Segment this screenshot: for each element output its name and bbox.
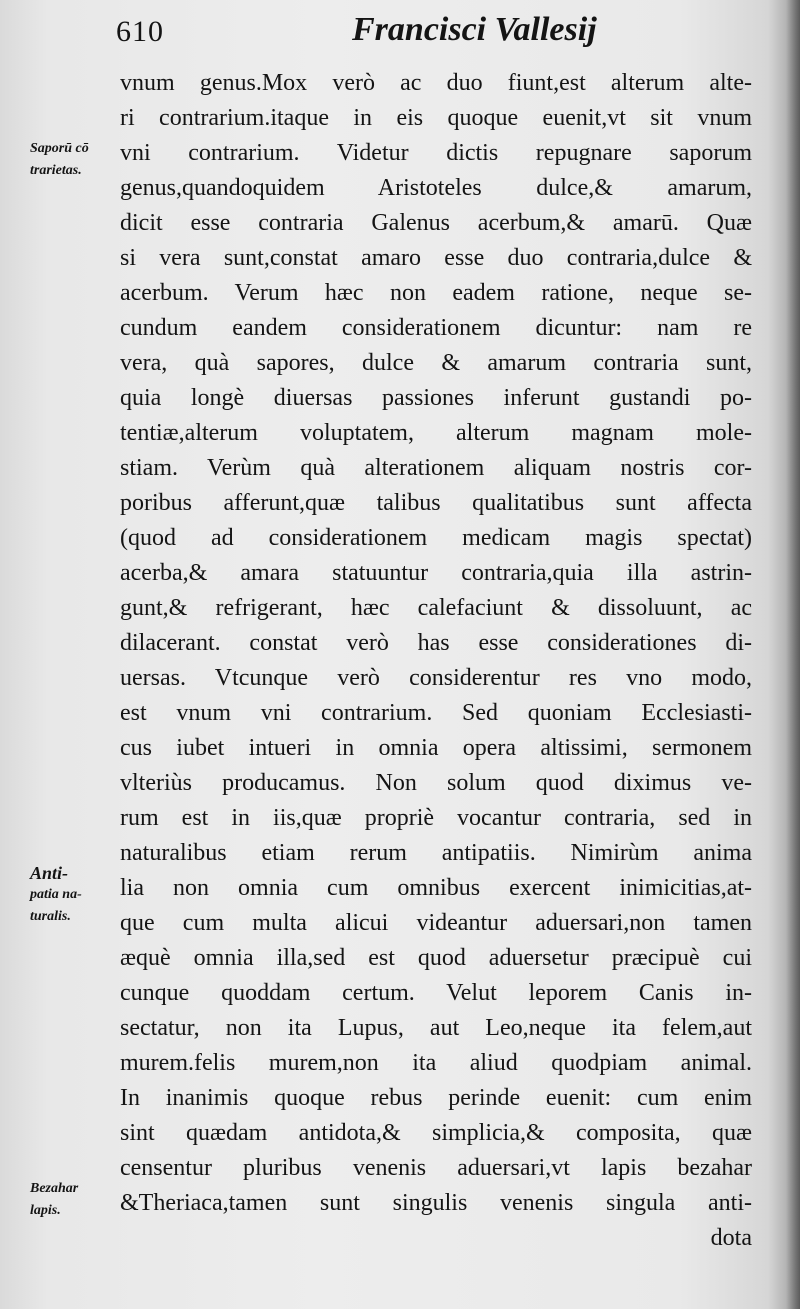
margin-note-line: patia na- bbox=[30, 887, 82, 902]
text-line: vera, quà sapores, dulce & amarum contraria sunt, bbox=[120, 350, 752, 376]
margin-note-line: Anti- bbox=[30, 863, 69, 883]
text-line: acerbum. Verum hæc non eadem ratione, neque se- bbox=[120, 280, 752, 306]
margin-note-line: turalis. bbox=[30, 909, 71, 924]
text-line: vnum genus.Mox verò ac duo fiunt,est alterum alte- bbox=[120, 70, 752, 96]
text-line: sectatur, non ita Lupus, aut Leo,neque ita felem,aut bbox=[120, 1015, 752, 1041]
text-line: sint quædam antidota,& simplicia,& composita, quæ bbox=[120, 1120, 752, 1146]
text-line: æquè omnia illa,sed est quod aduersetur præcipuè cui bbox=[120, 945, 752, 971]
text-line: que cum multa alicui videantur aduersari,non tamen bbox=[120, 910, 752, 936]
margin-note-line: Bezahar bbox=[30, 1181, 79, 1196]
text-line-catchword: dota bbox=[710, 1225, 752, 1251]
margin-note-antipatia bbox=[30, 862, 122, 928]
page-number: 610 bbox=[116, 15, 164, 48]
running-head: Francisci Vallesij bbox=[352, 11, 597, 48]
margin-note-bezahar bbox=[30, 1178, 122, 1222]
text-line: stiam. Verùm quà alterationem aliquam nostris cor- bbox=[120, 455, 752, 481]
text-line: genus,quandoquidem Aristoteles dulce,& amarum, bbox=[120, 175, 752, 201]
text-line: cundum eandem considerationem dicuntur: nam re bbox=[120, 315, 752, 341]
text-line: &Theriaca,tamen sunt singulis venenis singula anti- bbox=[120, 1190, 752, 1216]
text-line: cunque quoddam certum. Velut leporem Canis in- bbox=[120, 980, 752, 1006]
margin-note-line: Saporū cō bbox=[30, 141, 89, 156]
text-line: dilacerant. constat verò has esse considerationes di- bbox=[120, 630, 752, 656]
text-line: gunt,& refrigerant, hæc calefaciunt & dissoluunt, ac bbox=[120, 595, 752, 621]
text-line: tentiæ,alterum voluptatem, alterum magnam mole- bbox=[120, 420, 752, 446]
text-line: uersas. Vtcunque verò considerentur res vno modo, bbox=[120, 665, 752, 691]
text-line: est vnum vni contrarium. Sed quoniam Ecclesiasti- bbox=[120, 700, 752, 726]
margin-note-line: lapis. bbox=[30, 1203, 61, 1218]
text-line: si vera sunt,constat amaro esse duo contraria,dulce & bbox=[120, 245, 752, 271]
text-line: quia longè diuersas passiones inferunt gustandi po- bbox=[120, 385, 752, 411]
text-line: dicit esse contraria Galenus acerbum,& amarū. Quæ bbox=[120, 210, 752, 236]
margin-note-saporum bbox=[30, 138, 122, 182]
margin-note-line: trarietas. bbox=[30, 163, 82, 178]
text-line: vlteriùs producamus. Non solum quod diximus ve- bbox=[120, 770, 752, 796]
text-line: rum est in iis,quæ propriè vocantur contraria, sed in bbox=[120, 805, 752, 831]
text-line: In inanimis quoque rebus perinde euenit: cum enim bbox=[120, 1085, 752, 1111]
text-line: lia non omnia cum omnibus exercent inimicitias,at- bbox=[120, 875, 752, 901]
text-line: acerba,& amara statuuntur contraria,quia illa astrin- bbox=[120, 560, 752, 586]
text-line: (quod ad considerationem medicam magis spectat) bbox=[120, 525, 752, 551]
text-line: vni contrarium. Videtur dictis repugnare saporum bbox=[120, 140, 752, 166]
text-line: censentur pluribus venenis aduersari,vt lapis bezahar bbox=[120, 1155, 752, 1181]
text-line: poribus afferunt,quæ talibus qualitatibus sunt affecta bbox=[120, 490, 752, 516]
text-line: ri contrarium.itaque in eis quoque euenit,vt sit vnum bbox=[120, 105, 752, 131]
text-line: murem.felis murem,non ita aliud quodpiam animal. bbox=[120, 1050, 752, 1076]
text-line: naturalibus etiam rerum antipatiis. Nimirùm anima bbox=[120, 840, 752, 866]
text-line: cus iubet intueri in omnia opera altissimi, sermonem bbox=[120, 735, 752, 761]
